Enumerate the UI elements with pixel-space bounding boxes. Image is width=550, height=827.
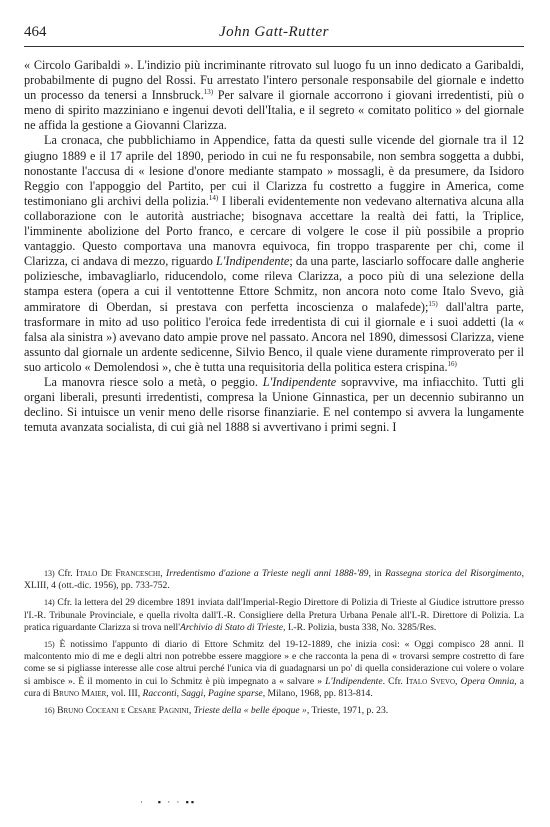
footnote-ref-13: 13) <box>203 88 214 97</box>
paragraph-1: « Circolo Garibaldi ». L'indizio più incriminante ritrovato sul luogo fu un inno dedicato a Garibaldi, probabilmente di pugno del Rossi. Fu arrestato l'intero personale responsabile del giornale e indetto un processo da tenersi a Innsbruck.$^{13)}$ Per salvare il giornale accorrono i giovani irredentisti, più o meno di spirito mazziniano e ingenui devoti dell'Italia, e il segreto « comitato politico » del giornale ne affida la gestione a Giovanni Clarizza. <box>24 58 524 133</box>
paragraph-3: La manovra riesce solo a metà, o peggio. L'Indipendente sopravvive, ma infiacchito. Tutti gli organi liberali, presunti irredentisti, compresa la Unione Ginnastica, per un decennio subiranno un declino. Si intuisce un venir meno delle risorse finanziarie. E nel contempo si avvera la lungamente temuta avanzata socialista, di cui già nel 1888 si avvertivano i primi segni. I <box>24 374 525 435</box>
footnote-14: 14) Cfr. la lettera del 29 dicembre 1891 inviata dall'Imperial-Regio Direttore di Polizia di Trieste al Giudice istruttore presso l'I.-R. Tribunale Provinciale, e quella rivolta dall'I.-R. Consigliere della Pretura Urbana Penale all'I.-R. Direttore di Polizia. La pratica riguardante Clarizza si trova nell'Archivio di Stato di Trieste, I.-R. Polizia, busta 338, No. 3285/Res. <box>24 597 524 633</box>
title-italic: L'Indipendente <box>262 374 337 389</box>
footnote-16: 16) Bruno Coceani e Cesare Pagnini, Trieste della « belle époque », Trieste, 1971, p. 23. <box>44 705 389 717</box>
footnote-15: 15) È notissimo l'appunto di diario di Ettore Schmitz del 19-12-1889, che inizia così: « Oggi compisco 28 anni. Il malcontento mio di me e degli altri non potrebbe essere maggiore » e che racconta la pena di « trovarsi sempre costretto di fare come se si pigliasse interesse alle cose altrui perché l'unica via di guadagnarsi un po' di quella considerazione cui volere o volare si ambisce ». È il momento in cui lo Schmitz è più impegnato a « salvare » L'Indipendente. Cfr. Italo Svevo, Opera Omnia, a cura di Bruno Maier, vol. III, Racconti, Saggi, Pagine sparse, Milano, 1968, pp. 813-814. <box>24 639 525 699</box>
paragraph-2: La cronaca, che pubblichiamo in Appendice, fatta da questi sulle vicende del giornale tra il 12 giugno 1889 e il 17 aprile del 1890, periodo in cui ne fu responsabile, non sembra soggetta a dubbi, nonostante l'accusa di « lesione d'onore mediante stampato » mossagli, è da presumere, da Isidoro Reggio con l'appoggio del Partito, per cui il Clarizza fu costretto a fuggire in America, come testimoniano gli archivi della polizia.$^{14)}$ I liberali evidentemente non vedevano alternativa alcuna alla collaborazione con le autorità austriache; bisognava accettare la realtà dei fatti, la Triplice, l'imminente abolizione del Porto franco, e cercare di volgere le cose il più possibile a proprio vantaggio. Questo comportava una manovra equivoca, fin troppo trasparente per chi, come il Clarizza, ci andava di mezzo, riguardo L'Indipendente; da una parte, lasciarlo soffocare dalle angherie poliziesche, imbavagliarlo, riducendolo, come rileva Clarizza, a poco più di una selezione della stampa estera (opera a cui il ventottenne Ettore Schmitz, non ancora noto come Italo Svevo, già ammiratore di Oberdan, si prestava con perfetta incoscienza o malafede);$^{15)}$ dall'altra parte, trasformare in mito ad uso politico l'eroica fede irredentista di cui il giornale e i suoi addetti (la « falsa ala sinistra ») avevano dato ampie prove nel passato. Ancora nel 1890, dimessosi Clarizza, viene assunto dal giornale un ardente sedicenne, Silvio Benco, il quale viene duramente rimproverato per il suo articolo « Demolendosi », che è tutta una requisitoria della politica estera crispina.$^{16)}$ <box>24 133 525 374</box>
footnote-ref-15: 15) <box>428 299 438 308</box>
title-italic: L'Indipendente <box>215 254 290 269</box>
footnotes <box>24 568 524 722</box>
header-rule <box>24 46 524 47</box>
footnote-ref-14: 14) <box>208 193 219 202</box>
running-head: John Gatt-Rutter <box>218 24 330 40</box>
page-header <box>24 24 524 50</box>
body-text <box>24 58 524 435</box>
print-marks: · ▪ · · ▪▪ <box>140 797 197 807</box>
page-number: 464 <box>24 24 47 40</box>
footnote-ref-16: 16) <box>447 359 457 368</box>
footnote-13: 13) Cfr. Italo De Franceschi, Irredentismo d'azione a Trieste negli anni 1888-'89, in Rassegna storica del Risorgimento, XLIII, 4 (ott.-dic. 1956), pp. 733-752. <box>24 568 524 592</box>
